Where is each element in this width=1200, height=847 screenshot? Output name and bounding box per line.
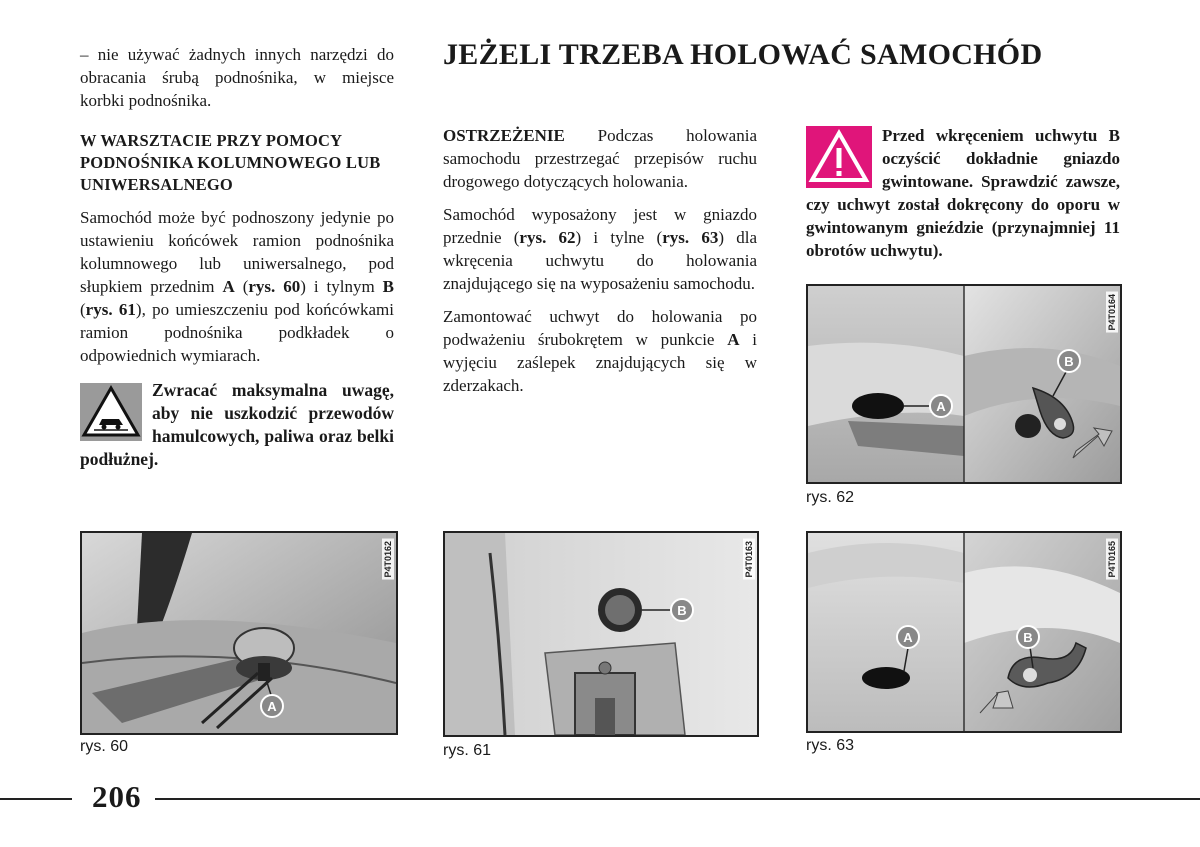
figure-60-caption: rys. 60: [80, 738, 129, 755]
towing-sockets-paragraph: Samochód wyposażony jest w gniazdo przednie (rys. 62) i tylne (rys. 63) dla wkręcenia uchwytu do holowania znajdującego się na wyposażeniu samochodu.: [443, 205, 757, 293]
footer-rule-left: [0, 798, 72, 800]
lift-warning: Zwracać maksymalna uwagę, aby nie uszkodzić przewodów hamulcowych, paliwa oraz belki podłużnej.: [80, 380, 394, 469]
page-title: JEŻELI TRZEBA HOLOWAĆ SAMOCHÓD: [443, 38, 1043, 71]
towing-warning-paragraph: OSTRZEŻENIE Podczas holowania samochodu przestrzegać przepisów ruchu drogowego dotyczących holowania.: [443, 126, 757, 191]
car-on-lift-warning-icon: [80, 383, 142, 441]
footer-rule-right: [155, 798, 1200, 800]
figure-code: P4T0162: [383, 541, 393, 578]
middle-column: [443, 124, 757, 407]
svg-text:A: A: [267, 699, 277, 714]
left-column: [80, 43, 394, 471]
figure-63-caption: rys. 63: [806, 737, 855, 754]
figure-61-caption: rys. 61: [443, 742, 492, 759]
intro-paragraph: – nie używać żadnych innych narzędzi do obracania śrubą podnośnika, w miejsce korbki podnośnika.: [80, 45, 394, 110]
mount-hook-paragraph: Zamontować uchwyt do holowania po podważeniu śrubokrętem w punkcie A i wyjęciu zaślepek znajdujących się w zderzakach.: [443, 307, 757, 395]
figure-code: P4T0165: [1107, 541, 1117, 578]
svg-text:B: B: [1064, 354, 1074, 369]
lift-instructions-paragraph: Samochód może być podnoszony jedynie po ustawieniu końcówek ramion podnośnika kolumnowego lub uniwersalnego, pod słupkiem przednim A (rys. 60) i tylnym B (rys. 61), po umieszczeniu pod końcówkami ramion podnośnika podkładek o odpowiednich wymiarach.: [80, 208, 394, 365]
page-number: 206: [88, 779, 146, 815]
figure-code: P4T0164: [1107, 294, 1117, 331]
figure-62: [806, 284, 1122, 484]
exclamation-warning-icon: [806, 126, 872, 188]
workshop-lift-heading: W WARSZTACIE PRZY POMOCY PODNOŚNIKA KOLUMNOWEGO LUB UNIWERSALNEGO: [80, 131, 381, 194]
svg-text:A: A: [903, 630, 913, 645]
figure-60: [80, 531, 398, 735]
figure-62-caption: rys. 62: [806, 489, 855, 506]
figure-code: P4T0163: [744, 541, 754, 578]
hook-warning: Przed wkręceniem uchwytu B oczyścić dokładnie gniazdo gwintowane. Sprawdzić zawsze, czy uchwyt został dokręcony do oporu w gwintowanym gnieździe (przynajmniej 11 obrotów uchwytu).: [806, 126, 1120, 260]
svg-text:A: A: [936, 399, 946, 414]
warning-label: OSTRZEŻENIE: [443, 126, 565, 145]
svg-text:B: B: [1023, 630, 1033, 645]
figure-61: [443, 531, 759, 737]
svg-text:B: B: [677, 603, 687, 618]
figure-63: [806, 531, 1122, 733]
